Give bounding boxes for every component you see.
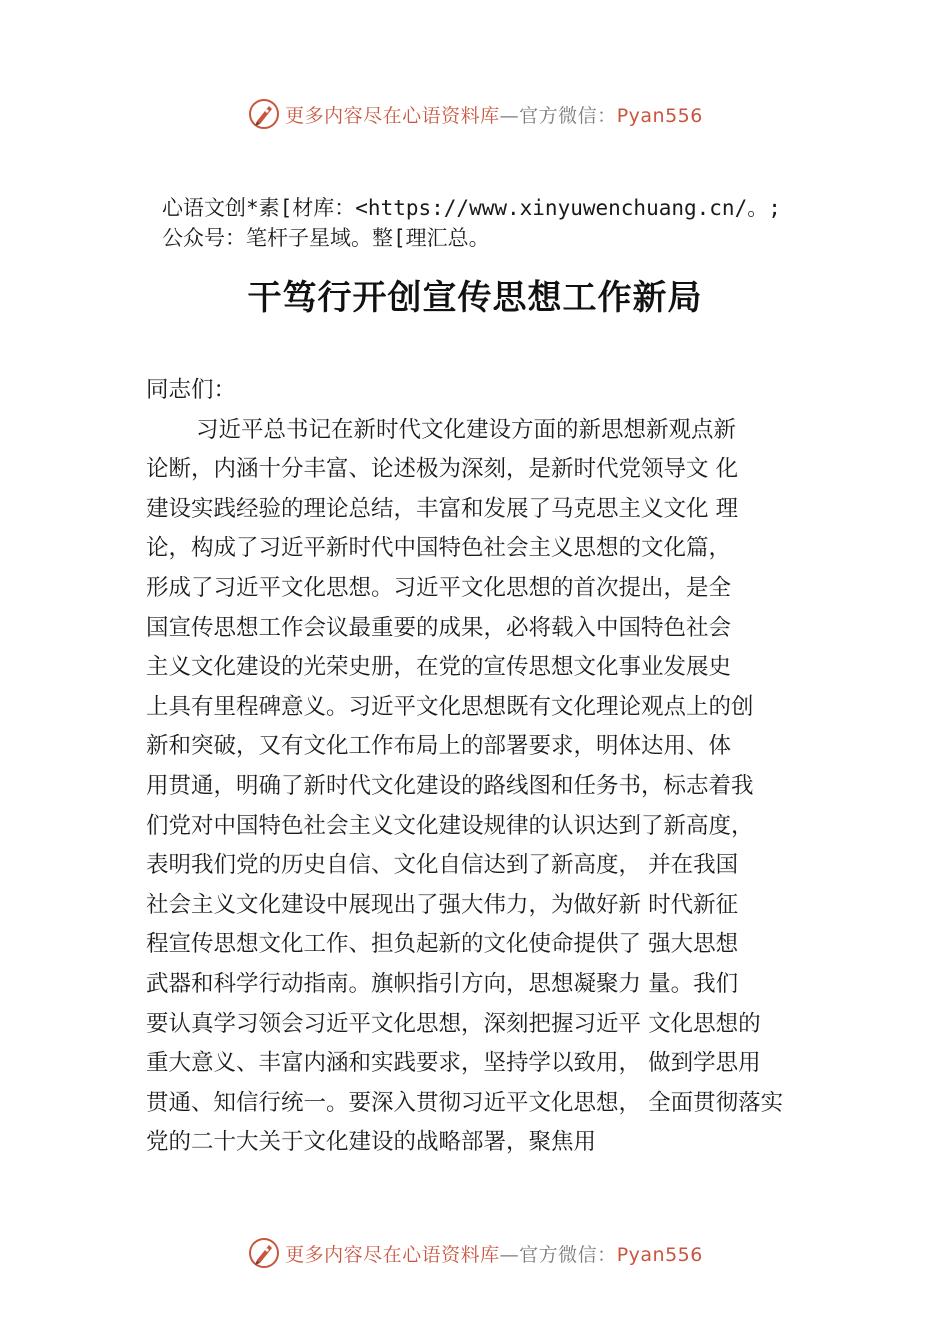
banner-wechat-id: Pyan556 [616, 104, 703, 127]
body-line: 程宣传思想文化工作、担负起新的文化使命提供了 强大思想 [146, 931, 739, 958]
footer-banner [0, 1233, 950, 1273]
banner-wechat-label: 官方微信： [519, 104, 617, 127]
body-line: 用贯通，明确了新时代文化建设的路线图和任务书，标志着我 [146, 772, 754, 799]
body-line: 上具有里程碑意义。习近平文化思想既有文化理论观点上的创 [146, 693, 754, 720]
body-line: 习近平总书记在新时代文化建设方面的新思想新观点新 [196, 416, 737, 443]
body-line: 表明我们党的历史自信、文化自信达到了新高度， 并在我国 [146, 852, 739, 879]
pen-nib-logo-icon [247, 1236, 281, 1270]
body-line: 论，构成了习近平新时代中国特色社会主义思想的文化篇， [146, 535, 732, 562]
salutation: 同志们： [146, 377, 237, 403]
body-line: 们党对中国特色社会主义文化建设规律的认识达到了新高度， [146, 812, 754, 839]
banner-main-text: 更多内容尽在心语资料库 [285, 104, 500, 127]
source-note [162, 193, 852, 253]
document-title: 干笃行开创宣传思想工作新局 [247, 278, 703, 318]
header-banner [0, 94, 950, 134]
body-line: 国宣传思想工作会议最重要的成果，必将载入中国特色社会 [146, 614, 732, 641]
body-line: 形成了习近平文化思想。习近平文化思想的首次提出，是全 [146, 574, 732, 601]
document-body [146, 371, 846, 1163]
body-line: 重大意义、丰富内涵和实践要求，坚持学以致用， 做到学思用 [146, 1050, 761, 1077]
banner-wechat-id: Pyan556 [616, 1243, 703, 1266]
body-line: 要认真学习领会习近平文化思想，深刻把握习近平 文化思想的 [146, 1010, 761, 1037]
banner-main-text: 更多内容尽在心语资料库 [285, 1243, 500, 1266]
source-note-line: 心语文创*素[材库：<https://www.xinyuwenchuang.cn/。; [162, 196, 781, 220]
banner-text [285, 101, 703, 128]
body-line: 主义文化建设的光荣史册，在党的宣传思想文化事业发展史 [146, 654, 732, 681]
banner-dash: — [499, 1243, 520, 1266]
banner-dash: — [499, 104, 520, 127]
source-note-line: 公众号：笔杆子星域。整[理汇总。 [162, 226, 490, 250]
body-line: 新和突破，又有文化工作布局上的部署要求，明体达用、体 [146, 733, 732, 760]
body-line: 贯通、知信行统一。要深入贯彻习近平文化思想， 全面贯彻落实 [146, 1089, 784, 1116]
body-line: 社会主义文化建设中展现出了强大伟力，为做好新 时代新征 [146, 891, 739, 918]
body-line: 党的二十大关于文化建设的战略部署，聚焦用 [146, 1129, 597, 1156]
banner-wechat-label: 官方微信： [519, 1243, 617, 1266]
pen-nib-logo-icon [247, 97, 281, 131]
body-line: 论断，内涵十分丰富、论述极为深刻，是新时代党领导文 化 [146, 456, 739, 483]
body-line: 武器和科学行动指南。旗帜指引方向，思想凝聚力 量。我们 [146, 970, 739, 997]
body-line: 建设实践经验的理论总结，丰富和发展了马克思主义文化 理 [146, 495, 739, 522]
banner-text [285, 1240, 703, 1267]
